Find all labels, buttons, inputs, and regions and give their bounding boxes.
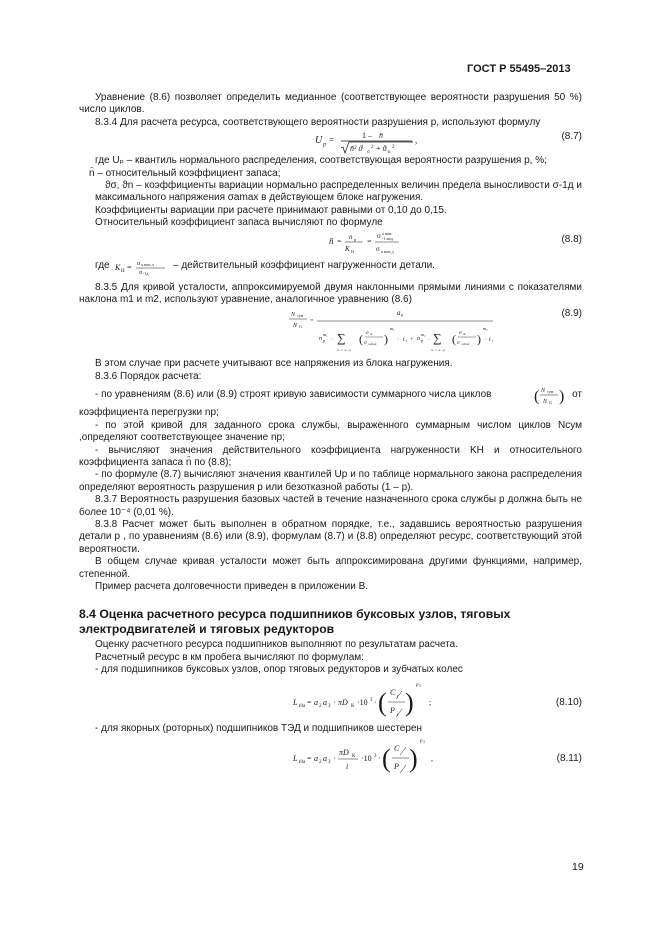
- svg-text:n̄: n̄: [379, 131, 383, 141]
- svg-text:(: (: [452, 332, 456, 347]
- svg-text:σ: σ: [376, 244, 380, 253]
- paragraph-variation-values: Коэффициенты вариации при расчете принимают равными от 0,10 до 0,15.: [95, 204, 447, 216]
- formula-8-11-svg: [79, 735, 582, 781]
- svg-text:К: К: [351, 703, 355, 709]
- svg-text:a max д: a max д: [141, 261, 154, 267]
- svg-text:a: a: [314, 697, 318, 707]
- where-word: где: [95, 259, 110, 271]
- svg-text:σₐᵢ ≥ σ₋₁д: σₐᵢ ≥ σ₋₁д: [337, 348, 351, 353]
- svg-text:p: p: [401, 312, 403, 318]
- svg-text:σ: σ: [367, 150, 370, 156]
- svg-text:G: G: [549, 400, 552, 406]
- svg-text:n: n: [388, 150, 391, 156]
- equation-8-7: [79, 129, 582, 155]
- svg-text:2: 2: [371, 145, 374, 151]
- svg-text:n̄² ϑ: n̄² ϑ: [350, 144, 363, 154]
- svg-text:a max д: a max д: [381, 248, 394, 254]
- svg-text:πD: πD: [338, 697, 348, 707]
- equation-8-9: [79, 306, 582, 354]
- formula-ratio-svg: [534, 383, 566, 407]
- svg-text:K: K: [345, 244, 350, 253]
- svg-text:·: ·: [333, 697, 336, 707]
- step-3: - вычисляют значения действительного коэффициента нагруженности KН и относительного коэффициента запаса n̄ по (8.8);: [79, 444, 582, 468]
- paragraph-overload: коэффициента перегрузки nр;: [79, 407, 219, 419]
- svg-text:n: n: [417, 336, 420, 343]
- paragraph-n-bar: n̄ – относительный коэффициент запаса;: [89, 167, 281, 179]
- svg-text:): ): [384, 332, 388, 347]
- svg-text:=: =: [367, 236, 372, 246]
- svg-text:p: p: [354, 236, 356, 242]
- svg-text:p: p: [323, 338, 325, 344]
- svg-text:K: K: [115, 262, 121, 272]
- svg-text:N: N: [293, 323, 298, 330]
- svg-text:a max: a max: [382, 230, 392, 236]
- section-8-4-title: 8.4 Оценка расчетного ресурса подшипников буксовых узлов, тяговых электродвигателей и тяговых редукторов: [79, 607, 511, 637]
- svg-text:·: ·: [331, 337, 333, 344]
- paragraph-general-case: В общем случае кривая усталости может быть аппроксимирована другими функциями, например, степенной.: [79, 556, 582, 580]
- svg-text:p: p: [421, 338, 423, 344]
- svg-text:p: p: [323, 142, 326, 149]
- svg-text:=: =: [329, 135, 335, 146]
- svg-text:m₁: m₁: [390, 326, 395, 332]
- svg-text:=: =: [310, 318, 314, 325]
- svg-text:C: C: [394, 744, 400, 753]
- svg-text:2: 2: [319, 703, 322, 709]
- svg-text:n: n: [319, 336, 322, 343]
- svg-text:i: i: [346, 762, 349, 771]
- formula-8-7-svg: [79, 129, 582, 155]
- svg-text:2: 2: [319, 760, 322, 765]
- svg-text:·10: ·10: [357, 697, 368, 707]
- svg-text:1: 1: [423, 739, 425, 744]
- svg-text:∑: ∑: [433, 331, 442, 346]
- paragraph-variation-coefficients: ϑσ, ϑn – коэффициенты вариации нормально распределенных величин предела выносливости σ-1д и максимального напряжения σamax в действующем блоке нагружения.: [95, 180, 582, 204]
- svg-text:σₐᵢ < σ₋₁д: σₐᵢ < σ₋₁д: [431, 348, 445, 353]
- svg-text:3: 3: [328, 703, 331, 709]
- svg-text:1 –: 1 –: [362, 131, 372, 141]
- svg-text:,: ,: [431, 754, 433, 763]
- equation-8-10: [79, 677, 582, 723]
- svg-text:(: (: [534, 388, 540, 406]
- svg-text:r: r: [397, 694, 399, 700]
- svg-text:P: P: [390, 705, 395, 715]
- paragraph-safety-margin: Относительный коэффициент запаса вычисляют по формуле: [95, 217, 383, 229]
- svg-text:C: C: [390, 687, 396, 697]
- svg-text:3: 3: [374, 754, 377, 759]
- svg-text:): ): [477, 332, 481, 347]
- svg-text:n: n: [349, 232, 353, 241]
- svg-text:сум: сум: [297, 313, 304, 319]
- equation-number-8-10: (8.10): [555, 696, 582, 708]
- svg-text:1: 1: [419, 682, 421, 688]
- svg-text:U: U: [315, 135, 323, 147]
- svg-text:a: a: [323, 697, 327, 707]
- svg-text:m₁: m₁: [323, 332, 328, 338]
- formula-8-10-svg: [79, 677, 582, 723]
- svg-text:=: =: [127, 262, 132, 272]
- equation-number-8-11: (8.11): [556, 753, 582, 764]
- svg-text:N: N: [291, 312, 296, 319]
- svg-text:Н: Н: [351, 248, 354, 254]
- svg-text:P: P: [394, 762, 399, 771]
- svg-text:3: 3: [328, 760, 331, 765]
- paragraph-8-3-6: 8.3.6 Порядок расчета:: [95, 370, 202, 382]
- svg-text:-1д: -1д: [143, 270, 149, 276]
- step-1-tail: от: [572, 389, 582, 401]
- svg-text:σ: σ: [364, 341, 367, 347]
- paragraph-example: Пример расчета долговечности приведен в приложении В.: [95, 580, 369, 592]
- svg-text:a: a: [314, 754, 318, 763]
- svg-text:a: a: [323, 754, 327, 763]
- paragraph-8-3-8: 8.3.8 Расчет может быть выполнен в обратном порядке, т.е., задавшись вероятностью разрушения детали p , по уравнениям (8.6) или (8.9), формулам (8.7) и (8.8) определяют ресурс, соответствующий этой вероятности.: [79, 518, 582, 555]
- equation-8-11: [79, 735, 582, 781]
- svg-text:·: ·: [485, 337, 487, 344]
- paragraph-all-stresses: В этом случае при расчете учитывают все напряжения из блока нагружения.: [95, 358, 453, 370]
- svg-text:σ: σ: [457, 341, 460, 347]
- svg-text:;: ;: [429, 697, 432, 707]
- svg-text:L: L: [293, 697, 298, 707]
- svg-text:p: p: [416, 682, 419, 688]
- svg-text:a max: a max: [461, 342, 470, 347]
- svg-text:Н: Н: [121, 268, 125, 274]
- svg-text:σ: σ: [366, 331, 369, 337]
- svg-text:ai: ai: [370, 332, 373, 337]
- equation-number-8-7: (8.7): [561, 131, 582, 143]
- svg-text:a max: a max: [368, 342, 377, 347]
- svg-text:ai: ai: [463, 332, 466, 337]
- svg-text:): ): [559, 388, 565, 406]
- svg-text:m₂: m₂: [483, 326, 488, 332]
- page-number: 19: [572, 861, 584, 873]
- svg-text:(: (: [378, 687, 387, 717]
- bullet-axle-bearings: - для подшипников буксовых узлов, опор тяговых редукторов и зубчатых колес: [95, 664, 463, 676]
- step-1-line: [79, 383, 582, 407]
- svg-text:n̄: n̄: [329, 235, 334, 246]
- svg-text:p: p: [420, 739, 423, 744]
- svg-text:3: 3: [370, 697, 373, 703]
- svg-text:G: G: [299, 324, 302, 330]
- svg-text:·: ·: [374, 697, 377, 707]
- svg-text:=: =: [307, 697, 312, 707]
- svg-text:i: i: [492, 338, 494, 344]
- document-code: ГОСТ Р 55495–2013: [467, 63, 571, 75]
- formula-8-9-svg: [79, 306, 582, 354]
- svg-text:t: t: [403, 337, 405, 344]
- svg-text:К: К: [352, 754, 356, 759]
- step-4: - по формуле (8.7) вычисляют значения квантилей Uр и по таблице нормального закона распределения определяют вероятность разрушения p или безотказной работы (1 – p).: [79, 469, 582, 493]
- svg-text:∑: ∑: [337, 331, 346, 346]
- paragraph-8-3-7: 8.3.7 Вероятность разрушения базовых частей в течение назначенного срока службы p должна быть не более 10⁻⁴ (0,01 %).: [79, 494, 582, 518]
- step-2: - по этой кривой для заданного срока службы, выраженного суммарным числом циклов Nсум ,определяют соответствующее значение nр;: [79, 419, 582, 444]
- svg-text:=: =: [337, 236, 342, 246]
- svg-text:σ: σ: [377, 231, 381, 240]
- formula-8-8-svg: [79, 230, 582, 256]
- formula-kh-svg: [113, 258, 169, 276]
- where-kh-line: [79, 258, 582, 276]
- bullet-armature-bearings: - для якорных (роторных) подшипников ТЭД и подшипников шестерен: [95, 722, 422, 734]
- paragraph-8-3-4: 8.3.4 Для расчета ресурса, соответствующего вероятности разрушения p, используют формулу: [95, 116, 541, 128]
- svg-text:r: r: [397, 712, 399, 718]
- svg-text:·: ·: [378, 754, 381, 763]
- equation-number-8-9: (8.9): [561, 308, 582, 320]
- paragraph-formulas: Расчетный ресурс в км пробега вычисляют по формулам:: [95, 651, 364, 663]
- svg-text:сум: сум: [547, 389, 554, 395]
- svg-text:N: N: [541, 388, 546, 395]
- svg-text:L: L: [293, 754, 298, 763]
- svg-text:·: ·: [397, 337, 399, 344]
- svg-text:·: ·: [428, 337, 430, 344]
- svg-text:·10: ·10: [361, 754, 372, 763]
- paragraph-8-3-5: 8.3.5 Для кривой усталости, аппроксимируемой двумя наклонными прямыми линиями с показателями наклона m1 и m2, используют уравнение, аналогичное уравнению (8.6): [79, 281, 582, 306]
- svg-text:·: ·: [333, 754, 336, 763]
- svg-text:-1 мод: -1 мод: [382, 235, 393, 241]
- svg-text:N: N: [543, 399, 548, 406]
- svg-text:σ: σ: [139, 269, 143, 276]
- svg-text:i: i: [406, 338, 408, 344]
- svg-text:10a: 10a: [298, 760, 306, 765]
- svg-text:t: t: [489, 337, 491, 344]
- svg-text:=: =: [307, 754, 312, 763]
- svg-text:+ ϑ: + ϑ: [376, 144, 387, 154]
- step-1-text: - по уравнениям (8.6) или (8.9) строят кривую зависимости суммарного числа циклов: [95, 389, 492, 401]
- svg-text:σ: σ: [137, 260, 141, 267]
- paragraph-bearing-estimate: Оценку расчетного ресурса подшипников выполняют по результатам расчета.: [95, 639, 458, 651]
- section-8-3-text: [79, 92, 582, 781]
- svg-text:σ: σ: [459, 331, 462, 337]
- kh-description: – действительный коэффициент нагруженности детали.: [173, 259, 435, 271]
- equation-8-8: [79, 230, 582, 256]
- svg-text:m₂: m₂: [421, 332, 426, 338]
- svg-text:,: ,: [415, 135, 418, 146]
- svg-text:a: a: [397, 309, 401, 318]
- svg-text:(: (: [382, 744, 391, 773]
- svg-text:+: +: [410, 337, 414, 344]
- svg-text:(: (: [359, 332, 363, 347]
- svg-text:πD: πD: [339, 748, 349, 757]
- equation-number-8-8: (8.8): [561, 233, 582, 245]
- svg-text:2: 2: [392, 145, 395, 151]
- paragraph-where-up: где Uₚ – квантиль нормального распределения, соответствующая вероятности разрушения p, %;: [95, 155, 547, 167]
- paragraph-8-6-median: Уравнение (8.6) позволяет определить медианное (соответствующее вероятности разрушения 50 %) число циклов.: [79, 92, 582, 116]
- svg-text:): ): [405, 687, 414, 717]
- svg-text:10a: 10a: [298, 703, 306, 709]
- svg-text:): ): [409, 744, 418, 773]
